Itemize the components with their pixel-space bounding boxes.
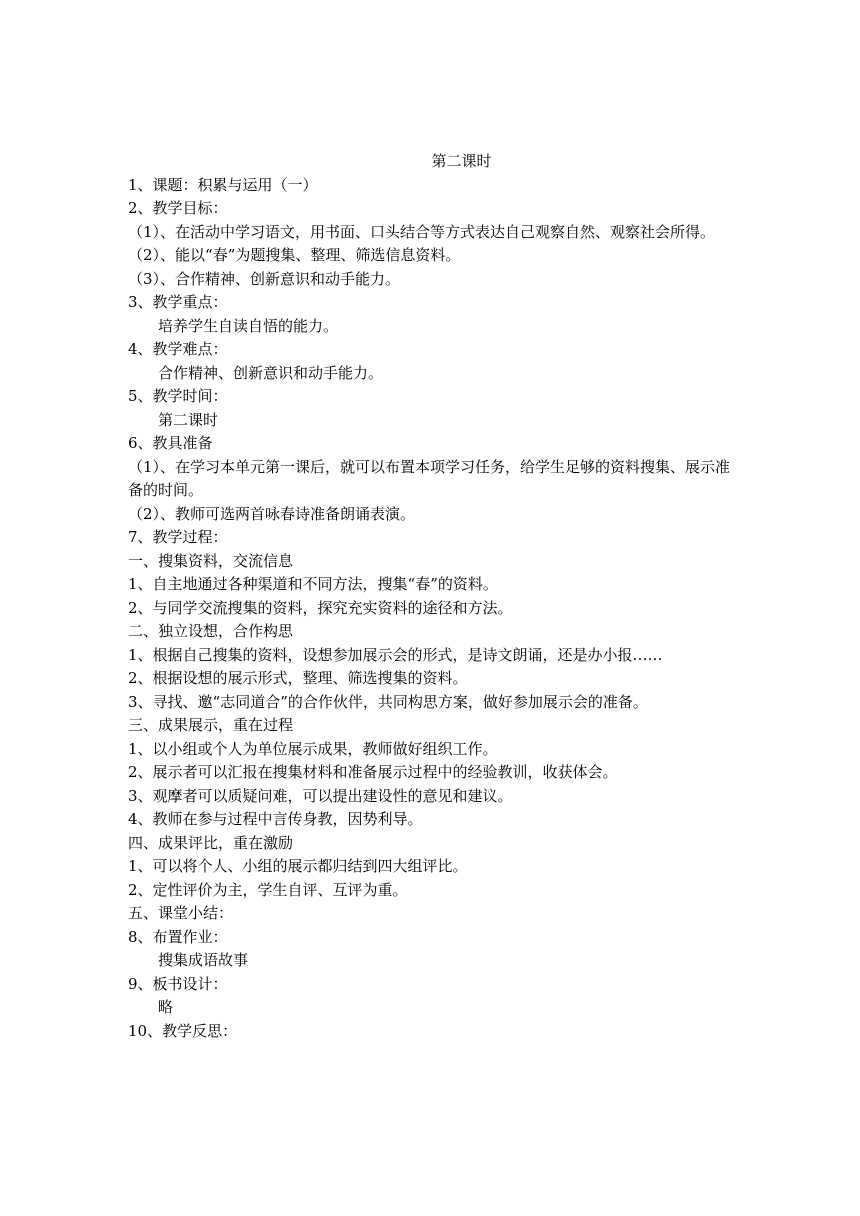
- text-line: 3、教学重点：: [128, 293, 228, 311]
- text-line: 2、定性评价为主，学生自评、互评为重。: [128, 880, 408, 899]
- text-line: 7、教学过程：: [128, 528, 228, 546]
- text-line: 搜集成语故事: [158, 951, 249, 969]
- text-line: 1、根据自己搜集的资料，设想参加展示会的形式，是诗文朗诵，还是办小报……: [128, 645, 663, 664]
- text-line: 9、板书设计：: [128, 974, 228, 993]
- section-heading: 三、成果展示，重在过程: [128, 716, 294, 734]
- section-heading: 五、课堂小结：: [128, 904, 234, 922]
- text-line: 8、布置作业：: [128, 927, 228, 946]
- document-title: 第二课时: [431, 152, 492, 170]
- text-line: 第二课时: [158, 410, 219, 429]
- document-body: [128, 150, 735, 1043]
- text-line: 5、教学时间：: [128, 387, 228, 405]
- text-line: 1、以小组或个人为单位展示成果，教师做好组织工作。: [128, 739, 498, 758]
- text-line: 合作精神、创新意识和动手能力。: [158, 363, 384, 382]
- text-line: 2、教学目标：: [128, 199, 228, 217]
- text-line: （3）、合作精神、创新意识和动手能力。: [128, 269, 401, 288]
- text-line: 2、展示者可以汇报在搜集材料和准备展示过程中的经验教训，收获体会。: [128, 763, 618, 781]
- text-line: 3、寻找、邀“志同道合”的合作伙伴，共同构思方案，做好参加展示会的准备。: [128, 692, 648, 711]
- text-line: 4、教学难点：: [128, 340, 228, 358]
- section-heading: 一、搜集资料，交流信息: [128, 551, 294, 570]
- text-line: 1、课题：积累与运用（一）: [128, 175, 318, 194]
- text-paragraph: （1）、在学习本单元第一课后，就可以布置本项学习任务，给学生足够的资料搜集、展示准备的时间。: [128, 457, 731, 499]
- text-line: 3、观摩者可以质疑问难，可以提出建设性的意见和建议。: [128, 786, 513, 805]
- text-line: 2、与同学交流搜集的资料，探究充实资料的途径和方法。: [128, 598, 513, 617]
- text-line: 略: [158, 998, 174, 1016]
- text-line: 2、根据设想的展示形式，整理、筛选搜集的资料。: [128, 669, 468, 687]
- text-line: 10、教学反思：: [128, 1021, 238, 1040]
- section-heading: 二、独立设想，合作构思: [128, 622, 294, 640]
- text-line: （2）、教师可选两首咏春诗准备朗诵表演。: [128, 504, 416, 523]
- text-paragraph: （1）、在活动中学习语文，用书面、口头结合等方式表达自己观察自然、观察社会所得。: [128, 222, 716, 241]
- text-line: 6、教具准备: [128, 434, 213, 452]
- text-line: 4、教师在参与过程中言传身教，因势利导。: [128, 810, 423, 828]
- text-line: 培养学生自读自悟的能力。: [158, 316, 339, 335]
- text-line: 1、自主地通过各种渠道和不同方法，搜集“春”的资料。: [128, 575, 498, 593]
- text-line: 1、可以将个人、小组的展示都归结到四大组评比。: [128, 857, 468, 875]
- text-line: （2）、能以“春”为题搜集、整理、筛选信息资料。: [128, 246, 461, 264]
- section-heading: 四、成果评比，重在激励: [128, 833, 294, 852]
